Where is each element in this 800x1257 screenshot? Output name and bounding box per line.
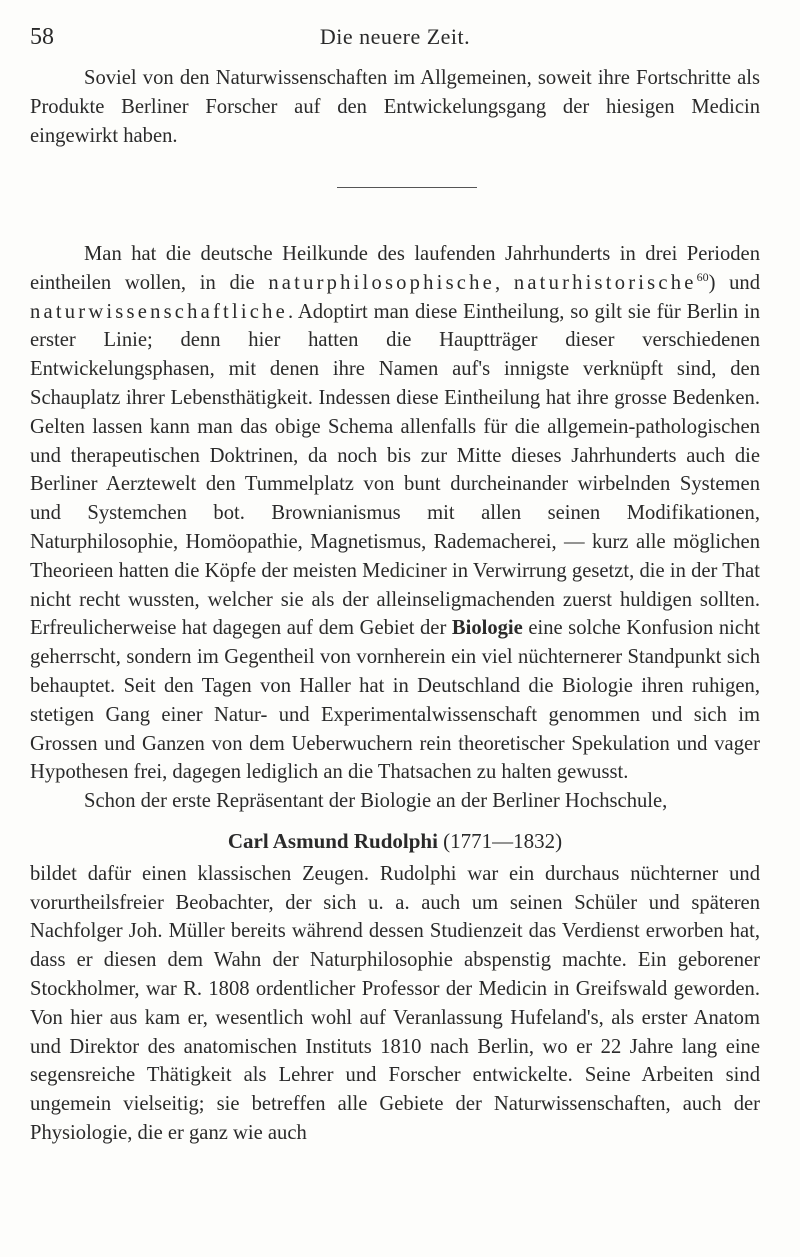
text-run: Man hat die deutsche Heilkunde des laufenden Jahrhunderts in drei Perioden eintheilen wollen, in die bbox=[30, 243, 760, 294]
page-number: 58 bbox=[30, 24, 54, 50]
text-run: . Adoptirt man diese Eintheilung, so gilt sie für Berlin in erster Linie; denn hier hatten die Hauptträger dieser verschiedenen Entwickelungsphasen, mit denen ihre Namen auf's innigste verknüpft sind, den Schauplatz ihrer Lebensthätigkeit. Indessen diese Eintheilung hat ihre grosse Bedenken. Gelten lassen kann man das obige Schema allenfalls für die allgemein-pathologischen und therapeutischen Doktrinen, da noch bis zur Mitte dieses Jahrhunderts auch die Berliner Aerztewelt den Tummelplatz von bunt durcheinander wirbelnden Systemen und Systemchen bot. Brownianismus mit allen seinen Modifikationen, Naturphilosophie, Homöopathie, Magnetismus, Rademacherei, — kurz alle möglichen Theorieen hatten die Köpfe der meisten Mediciner in Verwirrung gesetzt, die in der That nicht recht wussten, welcher sie als der alleinseligmachenden zuerst huldigen sollten. Erfreulicherweise hat dagegen auf dem Gebiet der bbox=[30, 300, 760, 640]
footnote-reference: 60 bbox=[696, 269, 709, 284]
paragraph-rudolphi: bildet dafür einen klassischen Zeugen. Rudolphi war ein durchaus nüchterner und vorurtheilsfreier Beobachter, der sich u. a. auch um seinen Schüler und späteren Nachfolger Joh. Müller bereits während dessen Studienzeit das Verdienst erworben hat, dass er diesen dem Wahn der Naturphilosophie abspenstig machte. Ein geborener Stockholmer, war R. 1808 ordentlicher Professor der Medicin in Greifswald geworden. Von hier aus kam er, wesentlich wohl auf Veranlassung Hufeland's, als erster Anatom und Direktor des anatomischen Instituts 1810 nach Berlin, wo er 22 Jahre lang eine segensreiche Thätigkeit als Lehrer und Forscher entwickelte. Seine Arbeiten sind ungemein vielseitig; sie betreffen alle Gebiete der Naturwissenschaften, auch der Physiologie, die er ganz wie auch bbox=[30, 862, 760, 1144]
text-run: eine solche Konfusion nicht geherrscht, sondern im Gegentheil von vornherein ein viel nüchternerer Standpunkt sich behauptet. Seit den Tagen von Haller hat in Deutschland die Biologie ihren ruhigen, stetigen Gang einer Natur- und Experimentalwissenschaft genommen und sich im Grossen und Ganzen von dem Ueberwuchern rein theoretischer Spekulation und vager Hypothesen frei, dagegen lediglich an die Thatsachen zu halten gewusst. bbox=[30, 617, 760, 784]
person-name: Carl Asmund Rudolphi bbox=[227, 828, 438, 853]
rudolphi-heading bbox=[30, 827, 760, 856]
paragraph-rudolphi-intro: Schon der erste Repräsentant der Biologie an der Berliner Hochschule, bbox=[84, 790, 668, 813]
page-header bbox=[30, 16, 760, 52]
life-dates: (1771—1832) bbox=[437, 828, 563, 853]
running-title: Die neuere Zeit. bbox=[319, 24, 471, 49]
paragraph-periods bbox=[30, 240, 760, 787]
main-text bbox=[30, 240, 760, 1148]
intro-paragraph: Soviel von den Naturwissenschaften im Allgemeinen, soweit ihre Fortschritte als Produkte Berliner Forscher auf den Entwickelungsgang der hiesigen Medicin eingewirkt haben. bbox=[30, 67, 760, 147]
term-naturphilosophische: naturphilosophische bbox=[268, 271, 495, 294]
term-biologie: Biologie bbox=[451, 617, 523, 640]
term-naturwissenschaftliche: naturwissenschaftliche bbox=[30, 300, 288, 323]
intro-block bbox=[30, 64, 760, 150]
text-run: , bbox=[494, 271, 514, 294]
term-naturhistorische: naturhistorische bbox=[513, 271, 697, 294]
text-run: ) und bbox=[708, 271, 761, 294]
section-divider bbox=[337, 187, 477, 188]
